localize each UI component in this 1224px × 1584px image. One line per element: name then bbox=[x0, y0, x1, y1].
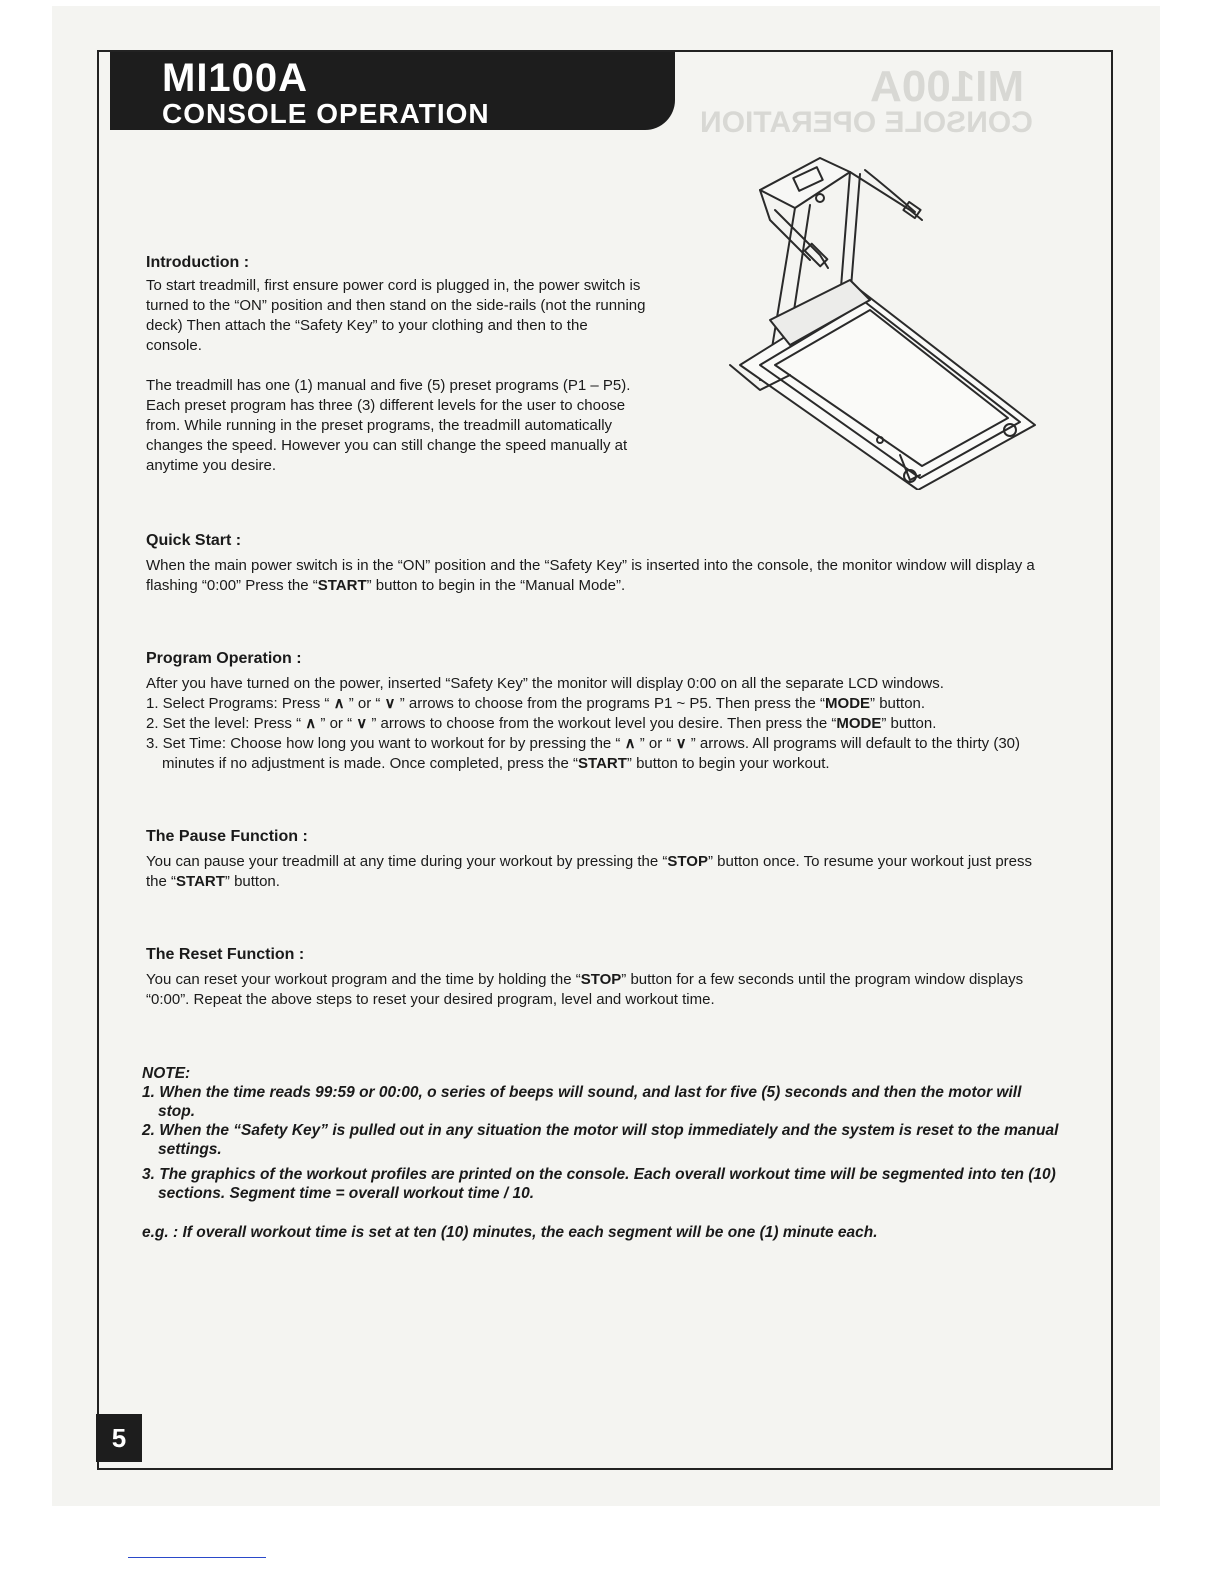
reset-stop-label: STOP bbox=[580, 971, 622, 988]
program-step-3: 3. Set Time: Choose how long you want to workout for by pressing the “ ∧ ” or “ ∨ ” arrows. All programs will default to the thirty (30) minutes if no adjustment is made. Once completed, press the “START” button to begin your workout. bbox=[146, 735, 1021, 772]
note-block bbox=[142, 1064, 1062, 1242]
page-title: CONSOLE OPERATION bbox=[162, 98, 490, 129]
program-operation-intro: After you have turned on the power, inserted “Safety Key” the monitor will display 0:00 on all the separate LCD windows. bbox=[146, 675, 944, 692]
introduction-paragraph-1: To start treadmill, first ensure power cord is plugged in, the power switch is turned to the “ON” position and then stand on the side-rails (not the running deck) Then attach the “Safety Key” to your clothing and then to the console. bbox=[146, 277, 646, 354]
pause-stop-label: STOP bbox=[667, 853, 708, 870]
note-example: e.g. : If overall workout time is set at ten (10) minutes, the each segment will be one (1) minute each. bbox=[142, 1224, 878, 1241]
up-arrow-icon: ∧ bbox=[624, 735, 636, 752]
header-banner bbox=[110, 52, 675, 130]
treadmill-illustration bbox=[700, 150, 1050, 490]
reset-body: You can reset your workout program and the time by holding the “STOP” button for a few seconds until the program window displays “0:00”. Repeat the above steps to reset your desired program, level and workout time. bbox=[146, 971, 1024, 1008]
introduction-paragraph-2: The treadmill has one (1) manual and five (5) preset programs (P1 – P5). Each preset program has three (3) different levels for the user to choose from. While running in the preset programs, the treadmill automatically changes the speed. However you can still change the speed manually at anytime you desire. bbox=[146, 377, 631, 474]
quick-start-body bbox=[146, 556, 1056, 596]
pause-start-label: START bbox=[176, 873, 225, 890]
program-step-2: 2. Set the level: Press “ ∧ ” or “ ∨ ” arrows to choose from the workout level you desire. Then press the “MODE” button. bbox=[146, 715, 937, 732]
program-operation-body bbox=[146, 674, 1056, 774]
introduction-body bbox=[146, 276, 646, 476]
quick-start-text-2: ” button to begin in the “Manual Mode”. bbox=[366, 577, 626, 594]
reset-heading: The Reset Function : bbox=[146, 946, 305, 963]
quick-start-heading: Quick Start : bbox=[146, 532, 242, 549]
note-item-1: 1. When the time reads 99:59 or 00:00, o series of beeps will sound, and last for five (5) seconds and then the motor will stop. bbox=[142, 1084, 1022, 1120]
program-step-1: 1. Select Programs: Press “ ∧ ” or “ ∨ ” arrows to choose from the programs P1 ~ P5. Then press the “MODE” button. bbox=[146, 695, 926, 712]
up-arrow-icon: ∧ bbox=[333, 695, 345, 712]
note-label: NOTE: bbox=[142, 1065, 191, 1082]
program-operation-heading: Program Operation : bbox=[146, 650, 302, 667]
quick-start-text-1: When the main power switch is in the “ON” position and the “Safety Key” is inserted into the console, the monitor window will display a flashing “0:00” Press the “ bbox=[146, 557, 1035, 594]
down-arrow-icon: ∨ bbox=[675, 735, 687, 752]
note-item-2: 2. When the “Safety Key” is pulled out in any situation the motor will stop immediately and the system is reset to the manual settings. bbox=[142, 1122, 1059, 1158]
pause-body: You can pause your treadmill at any time during your workout by pressing the “STOP” button once. To resume your workout just press the “START” button. bbox=[146, 853, 1033, 890]
up-arrow-icon: ∧ bbox=[305, 715, 317, 732]
introduction-heading: Introduction : bbox=[146, 254, 250, 271]
bleed-through-title: MI100A bbox=[870, 62, 1025, 111]
quick-start-start-label: START bbox=[317, 577, 367, 594]
note-item-3: 3. The graphics of the workout profiles are printed on the console. Each overall workout time will be segmented into ten (10) sections. Segment time = overall workout time / 10. bbox=[142, 1166, 1056, 1202]
bleed-through-subtitle: CONSOLE OPERATION bbox=[700, 106, 1033, 139]
model-title: MI100A bbox=[162, 56, 309, 100]
bottom-rule bbox=[128, 1557, 266, 1558]
pause-heading: The Pause Function : bbox=[146, 828, 308, 845]
down-arrow-icon: ∨ bbox=[384, 695, 396, 712]
down-arrow-icon: ∨ bbox=[356, 715, 368, 732]
page-number: 5 bbox=[96, 1414, 142, 1462]
